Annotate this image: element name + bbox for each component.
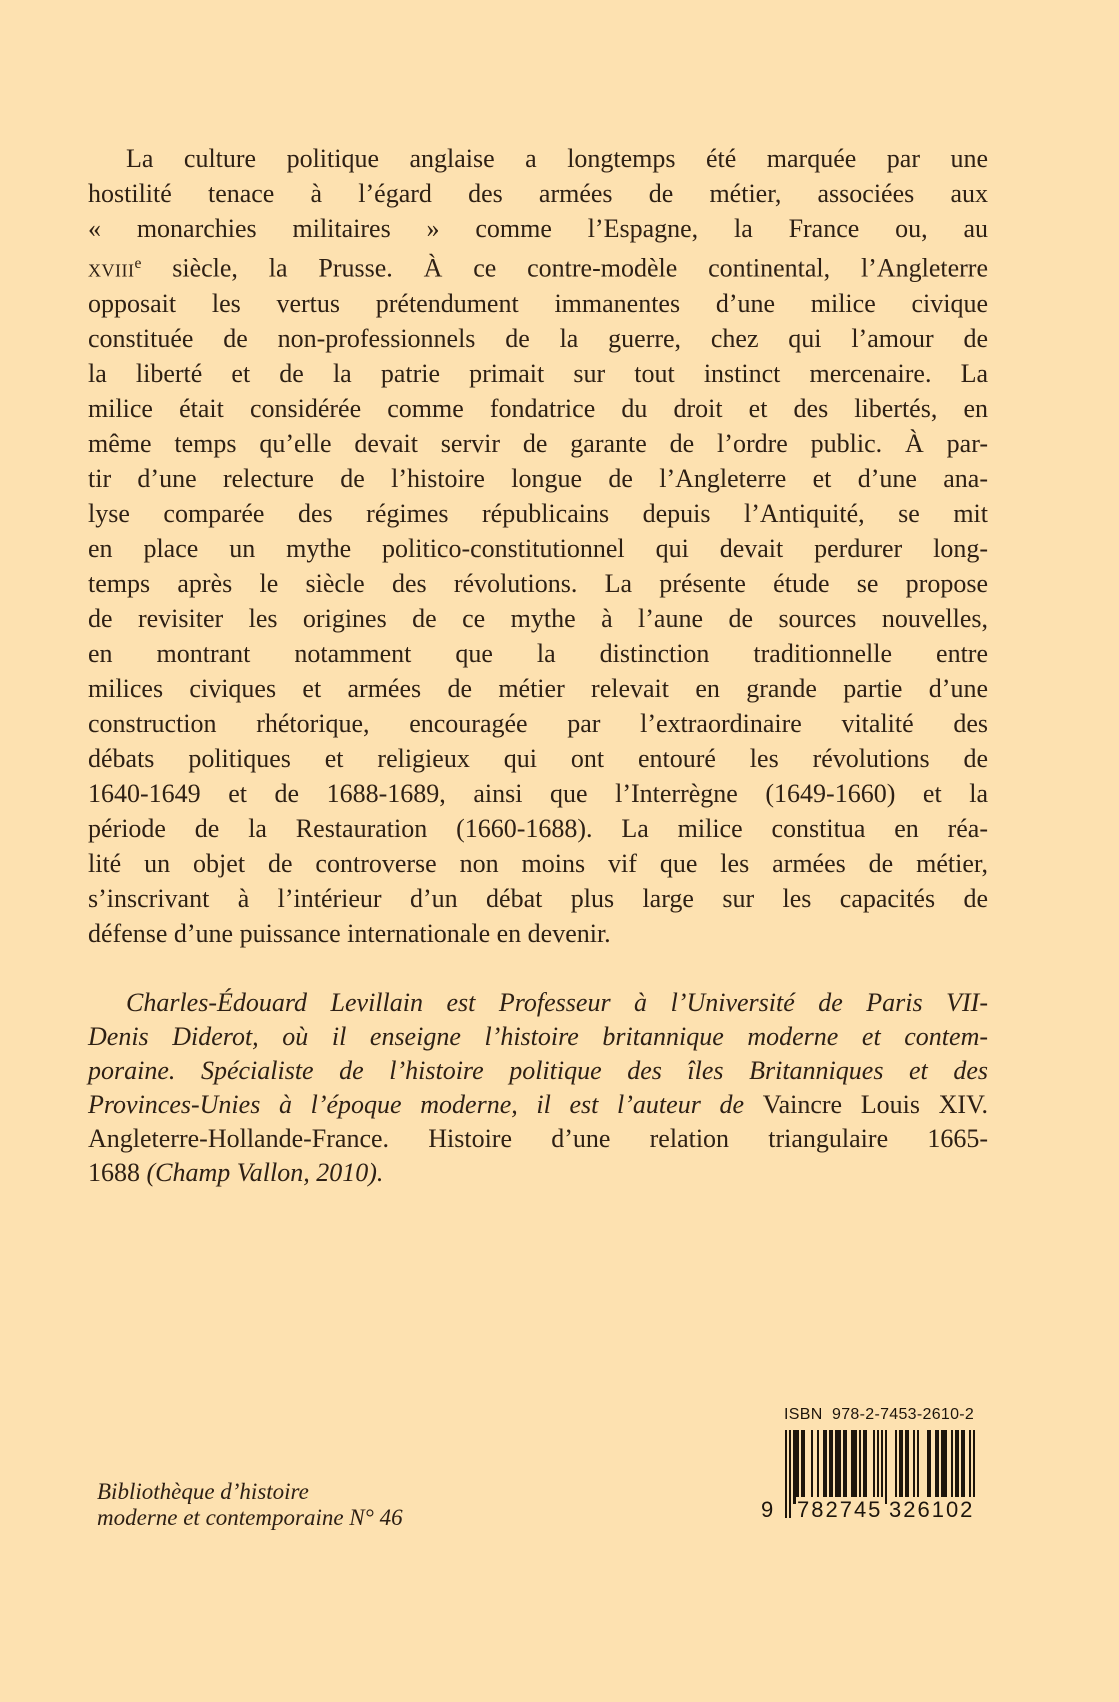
paragraph-line: en place un mythe politico-constitutionnel qui devait perdurer long- <box>88 533 988 563</box>
paragraph-line: s’inscrivant à l’intérieur d’un débat plus large sur les capacités de <box>88 883 988 913</box>
paragraph-line: en montrant notamment que la distinction traditionnelle entre <box>88 638 988 668</box>
paragraph-line: « monarchies militaires » comme l’Espagne, la France ou, au <box>88 214 988 243</box>
series-line-1: Bibliothèque d’histoire <box>97 1479 309 1504</box>
barcode-digit-group: 9 <box>761 1497 776 1522</box>
paragraph-line: La culture politique anglaise a longtemps été marquée par une <box>126 144 988 173</box>
paragraph-line: Provinces-Unies à l’époque moderne, il est l’auteur de Vaincre Louis XIV. <box>88 1090 988 1119</box>
paragraph-line: débats politiques et religieux qui ont entouré les révolutions de <box>88 743 988 773</box>
paragraph-line: Charles-Édouard Levillain est Professeur à l’Université de Paris VII- <box>126 988 988 1017</box>
paragraph-line: tir d’une relecture de l’histoire longue de l’Angleterre et d’une ana- <box>88 463 988 493</box>
paragraph-line: même temps qu’elle devait servir de garante de l’ordre public. À par- <box>88 428 988 458</box>
paragraph-line: hostilité tenace à l’égard des armées de métier, associées aux <box>88 179 988 208</box>
paragraph-line: xviii$^e$ siècle, la Prusse. À ce contre-modèle continental, l’Angleterre <box>88 253 988 283</box>
paragraph-line: 1688 (Champ Vallon, 2010). <box>88 1158 384 1187</box>
paragraph-line: milices civiques et armées de métier relevait en grande partie d’une <box>88 673 988 703</box>
barcode-digit-group: 326102 <box>889 1497 975 1522</box>
series-label <box>97 1479 403 1531</box>
paragraph-line: milice était considérée comme fondatrice du droit et des libertés, en <box>88 393 988 423</box>
paragraph-line: défense d’une puissance internationale en devenir. <box>88 918 611 948</box>
paragraph-line: opposait les vertus prétendument immanentes d’une milice civique <box>88 288 988 318</box>
paragraph-line: constituée de non-professionnels de la guerre, chez qui l’amour de <box>88 323 988 353</box>
paragraph-line: construction rhétorique, encouragée par l’extraordinaire vitalité des <box>88 708 988 738</box>
paragraph-line: Angleterre-Hollande-France. Histoire d’une relation triangulaire 1665- <box>88 1124 988 1153</box>
author-bio-paragraph <box>88 986 988 1190</box>
paragraph-line: temps après le siècle des révolutions. La présente étude se propose <box>88 568 988 598</box>
isbn-label: ISBN 978-2-7453-2610-2 <box>784 1406 975 1423</box>
paragraph-line: poraine. Spécialiste de l’histoire politique des îles Britanniques et des <box>88 1056 988 1085</box>
paragraph-line: lité un objet de controverse non moins vif que les armées de métier, <box>88 848 988 878</box>
paragraph-line: la liberté et de la patrie primait sur tout instinct mercenaire. La <box>88 358 988 388</box>
main-paragraph <box>88 141 988 951</box>
series-line-2: moderne et contemporaine N° 46 <box>97 1505 403 1530</box>
barcode-digit-group: 782745 <box>797 1497 883 1522</box>
paragraph-line: 1640-1649 et de 1688-1689, ainsi que l’Interrègne (1649-1660) et la <box>88 778 988 808</box>
paragraph-line: période de la Restauration (1660-1688). La milice constitua en réa- <box>88 813 988 843</box>
paragraph-line: de revisiter les origines de ce mythe à l’aune de sources nouvelles, <box>88 603 988 633</box>
paragraph-line: Denis Diderot, où il enseigne l’histoire britannique moderne et contem- <box>88 1022 988 1051</box>
paragraph-line: lyse comparée des régimes républicains depuis l’Antiquité, se mit <box>88 498 988 528</box>
